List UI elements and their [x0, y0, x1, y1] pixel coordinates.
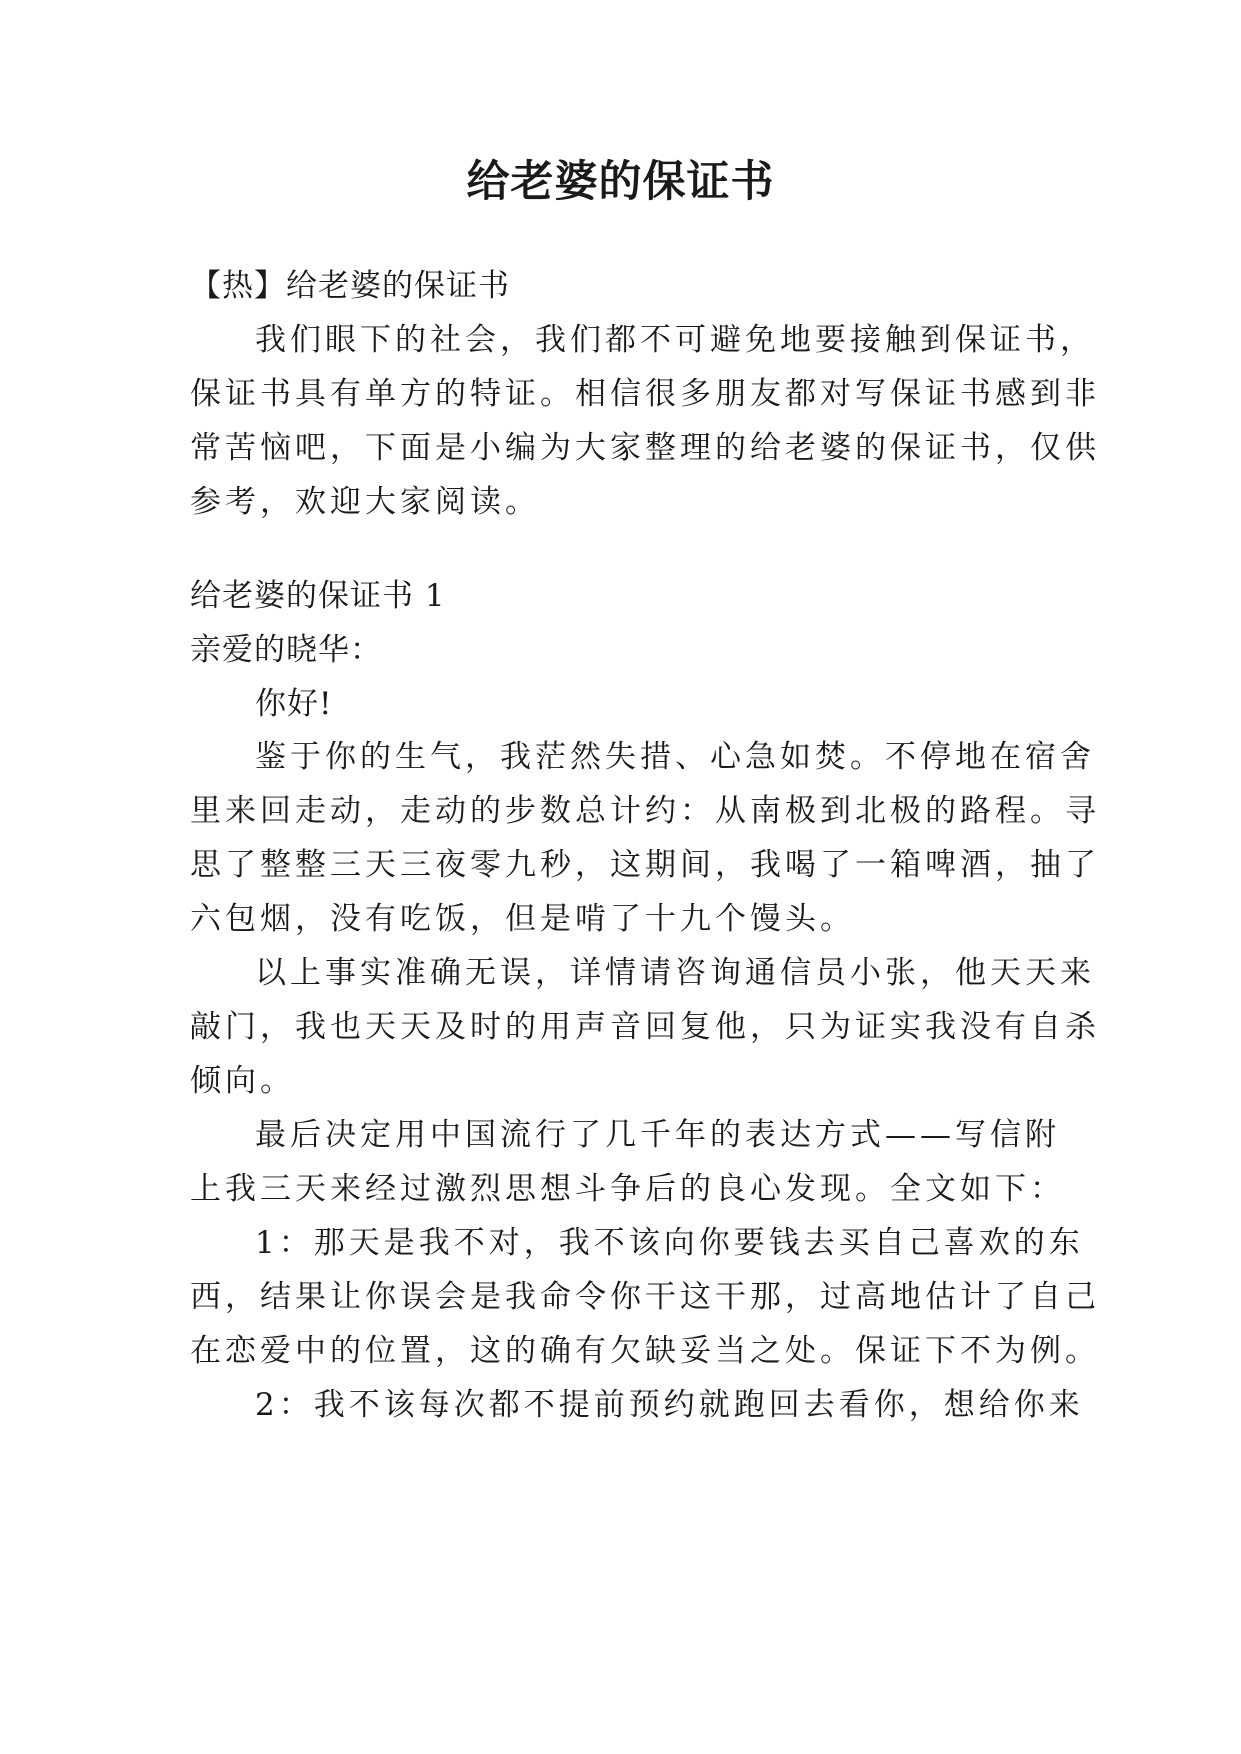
item1-line-1: 1：那天是我不对，我不该向你要钱去买自己喜欢的东 — [255, 1225, 1084, 1261]
para1-line-1: 鉴于你的生气，我茫然失措、心急如焚。不停地在宿舍 — [255, 739, 1095, 775]
intro-line-2: 保证书具有单方的特证。相信很多朋友都对写保证书感到非 — [190, 376, 1100, 412]
intro-line-1: 我们眼下的社会，我们都不可避免地要接触到保证书， — [255, 322, 1095, 358]
page-title: 给老婆的保证书 — [466, 157, 775, 207]
para2-line-1: 以上事实准确无误，详情请咨询通信员小张，他天天来 — [255, 955, 1095, 991]
greeting: 你好! — [255, 686, 333, 722]
para3-line-1: 最后决定用中国流行了几千年的表达方式——写信附 — [255, 1117, 1060, 1153]
para3-line-2: 上我三天来经过激烈思想斗争后的良心发现。全文如下： — [190, 1171, 1065, 1207]
header-tag: 【热】给老婆的保证书 — [190, 268, 510, 304]
section-title: 给老婆的保证书 1 — [190, 578, 446, 614]
item1-line-3: 在恋爱中的位置，这的确有欠缺妥当之处。保证下不为例。 — [190, 1333, 1100, 1369]
intro-line-4: 参考，欢迎大家阅读。 — [190, 484, 540, 520]
intro-line-3: 常苦恼吧，下面是小编为大家整理的给老婆的保证书，仅供 — [190, 430, 1100, 466]
salutation: 亲爱的晓华： — [190, 632, 382, 668]
para1-line-3: 思了整整三天三夜零九秒，这期间，我喝了一箱啤酒，抽了 — [190, 847, 1100, 883]
item2-line-1: 2：我不该每次都不提前预约就跑回去看你，想给你来 — [255, 1387, 1084, 1423]
para2-line-2: 敲门，我也天天及时的用声音回复他，只为证实我没有自杀 — [190, 1009, 1100, 1045]
para2-line-3: 倾向。 — [190, 1063, 295, 1099]
item1-line-2: 西，结果让你误会是我命令你干这干那，过高地估计了自己 — [190, 1279, 1100, 1315]
para1-line-4: 六包烟，没有吃饭，但是啃了十九个馒头。 — [190, 901, 855, 937]
para1-line-2: 里来回走动，走动的步数总计约：从南极到北极的路程。寻 — [190, 793, 1100, 829]
